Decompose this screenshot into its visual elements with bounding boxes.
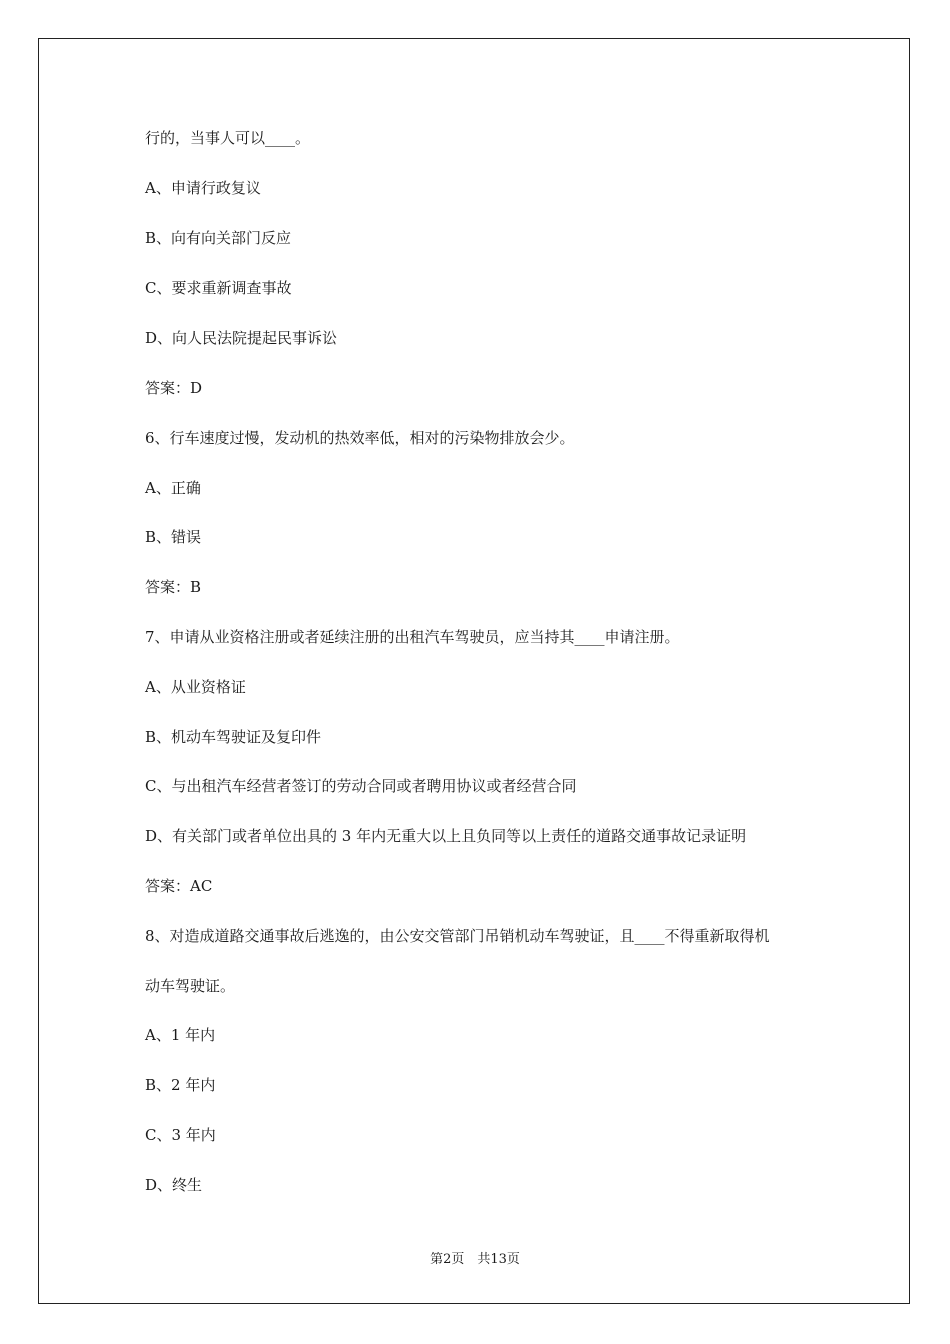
question-5-stem-continuation: 行的，当事人可以____。 [145,129,311,147]
question-8-stem-continuation: 动车驾驶证。 [145,977,236,995]
q5-answer: 答案：D [145,379,203,397]
q5-option-b: B、向有向关部门反应 [145,229,292,247]
q7-option-a: A、从业资格证 [145,678,246,696]
q8-option-d: D、终生 [145,1176,203,1194]
q6-option-a: A、正确 [145,479,201,497]
q7-option-d: D、有关部门或者单位出具的 3 年内无重大以上且负同等以上责任的道路交通事故记录证明 [145,827,747,845]
question-7-stem: 7、申请从业资格注册或者延续注册的出租汽车驾驶员，应当持其____申请注册。 [145,628,680,646]
q7-option-b: B、机动车驾驶证及复印件 [145,728,322,746]
question-6-stem: 6、行车速度过慢，发动机的热效率低，相对的污染物排放会少。 [145,429,575,447]
q5-option-c: C、要求重新调查事故 [145,279,292,297]
question-8-stem: 8、对造成道路交通事故后逃逸的，由公安交管部门吊销机动车驾驶证，且____不得重新取得机 [145,927,770,945]
q7-option-c: C、与出租汽车经营者签订的劳动合同或者聘用协议或者经营合同 [145,777,577,795]
q8-option-a: A、1 年内 [145,1026,216,1044]
q5-option-a: A、申请行政复议 [145,179,261,197]
q5-option-d: D、向人民法院提起民事诉讼 [145,329,338,347]
q7-answer: 答案：AC [145,877,213,895]
q6-answer: 答案：B [145,578,202,596]
q8-option-b: B、2 年内 [145,1076,216,1094]
page-number-footer: 第2页 共13页 [430,1252,520,1267]
q8-option-c: C、3 年内 [145,1126,216,1144]
q6-option-b: B、错误 [145,528,202,546]
